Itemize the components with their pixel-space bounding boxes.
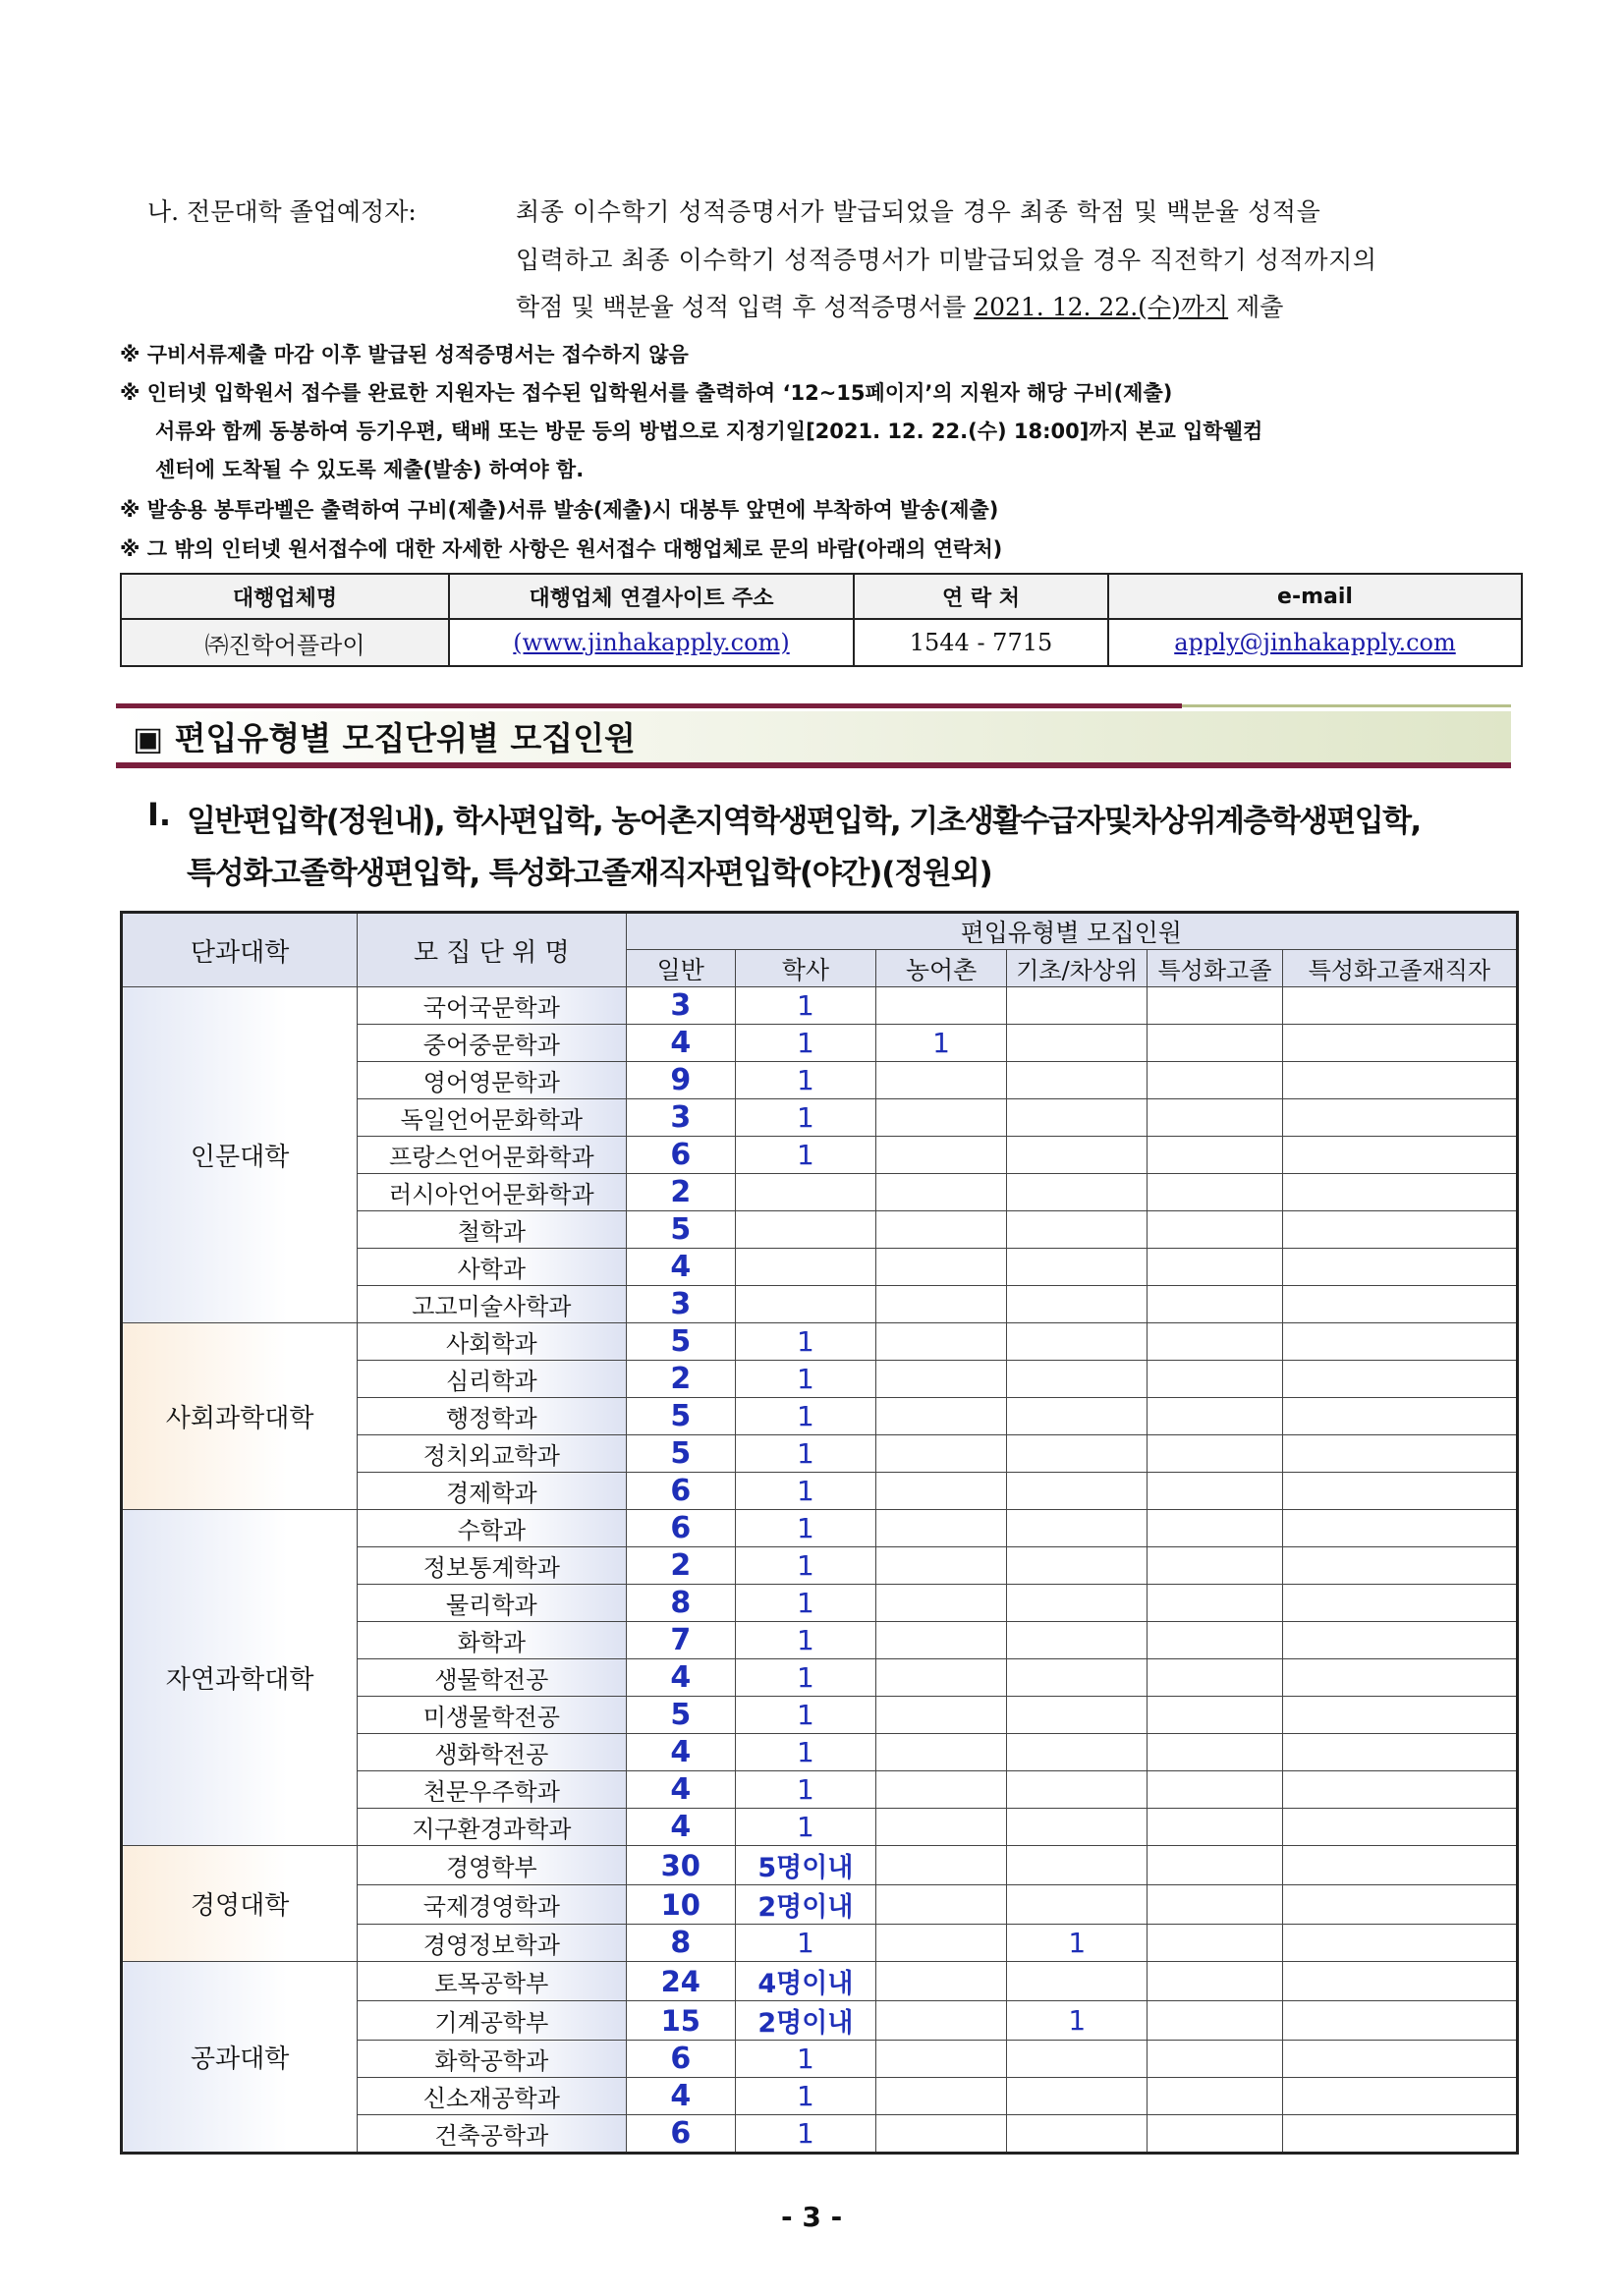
quota-vocational xyxy=(1148,1137,1283,1174)
quota-rural xyxy=(875,987,1007,1025)
header-type-general: 일반 xyxy=(626,950,736,987)
quota-vocational-employed xyxy=(1282,1361,1517,1398)
quota-general: 5 xyxy=(626,1211,736,1249)
quota-general: 3 xyxy=(626,987,736,1025)
note-1: ※ 구비서류제출 마감 이후 발급된 성적증명서는 접수하지 않음 xyxy=(120,343,689,366)
quota-bachelor xyxy=(736,1174,876,1211)
dept-name: 행정학과 xyxy=(358,1398,626,1435)
quota-bachelor: 1 xyxy=(736,1361,876,1398)
quota-general: 5 xyxy=(626,1435,736,1473)
quota-rural xyxy=(875,1473,1007,1510)
quota-vocational xyxy=(1148,1435,1283,1473)
quota-low-income xyxy=(1007,1885,1148,1925)
header-type-rural: 농어촌 xyxy=(875,950,1007,987)
quota-general: 5 xyxy=(626,1323,736,1361)
dept-name: 물리학과 xyxy=(358,1585,626,1622)
quota-bachelor: 1 xyxy=(736,1099,876,1137)
quota-vocational-employed xyxy=(1282,1473,1517,1510)
quota-vocational-employed xyxy=(1282,2078,1517,2115)
quota-general: 3 xyxy=(626,1286,736,1323)
quota-bachelor: 1 xyxy=(736,1547,876,1585)
header-college: 단과대학 xyxy=(122,913,358,987)
quota-vocational-employed xyxy=(1282,1547,1517,1585)
dept-name: 국제경영학과 xyxy=(358,1885,626,1925)
quota-vocational xyxy=(1148,1025,1283,1062)
quota-vocational-employed xyxy=(1282,2041,1517,2078)
quota-bachelor: 2명이내 xyxy=(736,1885,876,1925)
table-row xyxy=(122,1510,1518,1547)
quota-vocational xyxy=(1148,1885,1283,1925)
quota-rural xyxy=(875,1771,1007,1809)
quota-vocational-employed xyxy=(1282,1435,1517,1473)
quota-general: 3 xyxy=(626,1099,736,1137)
quota-bachelor: 1 xyxy=(736,1622,876,1659)
quota-bachelor: 1 xyxy=(736,1435,876,1473)
quota-low-income xyxy=(1007,2041,1148,2078)
dept-name: 천문우주학과 xyxy=(358,1771,626,1809)
quota-low-income xyxy=(1007,1734,1148,1771)
contact-site-link[interactable]: (www.jinhakapply.com) xyxy=(513,629,790,656)
quota-general: 8 xyxy=(626,1925,736,1962)
quota-vocational xyxy=(1148,1286,1283,1323)
quota-low-income xyxy=(1007,1361,1148,1398)
quota-bachelor xyxy=(736,1249,876,1286)
quota-vocational xyxy=(1148,2041,1283,2078)
quota-general: 4 xyxy=(626,1025,736,1062)
heading-line-1: 일반편입학(정원내), 학사편입학, 농어촌지역학생편입학, 기초생활수급자및차상위계층학생편입학, xyxy=(187,804,1421,839)
dept-name: 신소재공학과 xyxy=(358,2078,626,2115)
quota-low-income xyxy=(1007,987,1148,1025)
quota-bachelor: 1 xyxy=(736,1809,876,1846)
quota-rural xyxy=(875,1286,1007,1323)
quota-rural xyxy=(875,1361,1007,1398)
quota-low-income xyxy=(1007,1473,1148,1510)
quota-vocational xyxy=(1148,1398,1283,1435)
quota-vocational xyxy=(1148,1249,1283,1286)
quota-bachelor xyxy=(736,1211,876,1249)
quota-vocational xyxy=(1148,1846,1283,1885)
quota-rural xyxy=(875,1435,1007,1473)
admission-quota-table xyxy=(120,911,1519,2155)
quota-vocational-employed xyxy=(1282,1174,1517,1211)
quota-vocational xyxy=(1148,1211,1283,1249)
college-name: 인문대학 xyxy=(122,987,358,1323)
graduation-line-1: 최종 이수학기 성적증명서가 발급되었을 경우 최종 학점 및 백분율 성적을 xyxy=(516,197,1321,226)
dept-name: 지구환경과학과 xyxy=(358,1809,626,1846)
heading-number: Ⅰ. xyxy=(147,796,172,833)
quota-vocational xyxy=(1148,1547,1283,1585)
header-dept: 모 집 단 위 명 xyxy=(358,913,626,987)
quota-vocational xyxy=(1148,1809,1283,1846)
quota-rural xyxy=(875,1398,1007,1435)
dept-name: 영어영문학과 xyxy=(358,1062,626,1099)
quota-rural xyxy=(875,1062,1007,1099)
quota-vocational-employed xyxy=(1282,1286,1517,1323)
quota-general: 6 xyxy=(626,1510,736,1547)
table-header-row-1 xyxy=(122,913,1518,950)
dept-name: 경제학과 xyxy=(358,1473,626,1510)
note-2-cont-1: 서류와 함께 동봉하여 등기우편, 택배 또는 방문 등의 방법으로 지정기일[2021. 12. 22.(수) 18:00]까지 본교 입학웰컴 xyxy=(155,420,1263,443)
table-row xyxy=(122,1846,1518,1885)
dept-name: 경영학부 xyxy=(358,1846,626,1885)
contact-header-phone: 연 락 처 xyxy=(854,574,1108,619)
quota-vocational xyxy=(1148,1510,1283,1547)
quota-bachelor: 1 xyxy=(736,987,876,1025)
quota-rural xyxy=(875,1885,1007,1925)
quota-bachelor: 5명이내 xyxy=(736,1846,876,1885)
quota-vocational-employed xyxy=(1282,1734,1517,1771)
quota-rural xyxy=(875,1659,1007,1697)
quota-bachelor: 1 xyxy=(736,1925,876,1962)
page-number: - 3 - xyxy=(781,2201,843,2233)
section-bar-bottom-line xyxy=(116,762,1511,768)
quota-rural xyxy=(875,1174,1007,1211)
quota-low-income xyxy=(1007,1510,1148,1547)
dept-name: 독일언어문화학과 xyxy=(358,1099,626,1137)
quota-vocational-employed xyxy=(1282,1622,1517,1659)
section-bar-top-line xyxy=(116,703,1182,708)
quota-rural xyxy=(875,2078,1007,2115)
table-row xyxy=(122,987,1518,1025)
quota-low-income xyxy=(1007,2078,1148,2115)
quota-general: 4 xyxy=(626,1249,736,1286)
quota-vocational-employed xyxy=(1282,987,1517,1025)
quota-general: 2 xyxy=(626,1361,736,1398)
quota-general: 5 xyxy=(626,1398,736,1435)
dept-name: 철학과 xyxy=(358,1211,626,1249)
college-name: 공과대학 xyxy=(122,1962,358,2154)
quota-rural xyxy=(875,1137,1007,1174)
quota-vocational xyxy=(1148,1697,1283,1734)
quota-low-income xyxy=(1007,1659,1148,1697)
quota-rural xyxy=(875,1925,1007,1962)
quota-vocational xyxy=(1148,1174,1283,1211)
quota-low-income xyxy=(1007,1585,1148,1622)
quota-low-income xyxy=(1007,1286,1148,1323)
quota-vocational-employed xyxy=(1282,1025,1517,1062)
dept-name: 기계공학부 xyxy=(358,2001,626,2041)
quota-bachelor: 1 xyxy=(736,1398,876,1435)
quota-low-income xyxy=(1007,1174,1148,1211)
quota-bachelor: 4명이내 xyxy=(736,1962,876,2001)
quota-general: 15 xyxy=(626,2001,736,2041)
dept-name: 수학과 xyxy=(358,1510,626,1547)
quota-vocational-employed xyxy=(1282,1510,1517,1547)
quota-rural xyxy=(875,1099,1007,1137)
dept-name: 사회학과 xyxy=(358,1323,626,1361)
quota-vocational-employed xyxy=(1282,1249,1517,1286)
section-title: ▣ 편입유형별 모집단위별 모집인원 xyxy=(133,719,636,757)
dept-name: 경영정보학과 xyxy=(358,1925,626,1962)
dept-name: 화학공학과 xyxy=(358,2041,626,2078)
quota-general: 4 xyxy=(626,2078,736,2115)
quota-low-income xyxy=(1007,1697,1148,1734)
quota-bachelor: 1 xyxy=(736,1473,876,1510)
dept-name: 프랑스언어문화학과 xyxy=(358,1137,626,1174)
quota-bachelor: 1 xyxy=(736,1585,876,1622)
quota-low-income xyxy=(1007,1137,1148,1174)
note-2: ※ 인터넷 입학원서 접수를 완료한 지원자는 접수된 입학원서를 출력하여 ‘12~15페이지’의 지원자 해당 구비(제출) xyxy=(120,381,1173,405)
quota-vocational xyxy=(1148,1925,1283,1962)
quota-general: 6 xyxy=(626,1137,736,1174)
quota-bachelor: 1 xyxy=(736,1771,876,1809)
quota-bachelor: 1 xyxy=(736,1025,876,1062)
dept-name: 러시아언어문화학과 xyxy=(358,1174,626,1211)
contact-header-company: 대행업체명 xyxy=(121,574,449,619)
header-quota-group: 편입유형별 모집인원 xyxy=(626,913,1517,950)
quota-vocational-employed xyxy=(1282,1323,1517,1361)
dept-name: 미생물학전공 xyxy=(358,1697,626,1734)
quota-rural xyxy=(875,1510,1007,1547)
quota-bachelor: 1 xyxy=(736,1062,876,1099)
heading-line-2: 특성화고졸학생편입학, 특성화고졸재직자편입학(야간)(정원외) xyxy=(187,856,992,891)
quota-vocational xyxy=(1148,1734,1283,1771)
quota-bachelor: 1 xyxy=(736,2115,876,2154)
submission-deadline: 2021. 12. 22.(수)까지 xyxy=(974,293,1229,321)
note-3: ※ 발송용 봉투라벨은 출력하여 구비(제출)서류 발송(제출)시 대봉투 앞면에 부착하여 발송(제출) xyxy=(120,498,999,522)
quota-vocational-employed xyxy=(1282,1585,1517,1622)
quota-low-income xyxy=(1007,1249,1148,1286)
table-body xyxy=(122,987,1518,2154)
quota-low-income xyxy=(1007,1323,1148,1361)
quota-general: 30 xyxy=(626,1846,736,1885)
quota-vocational xyxy=(1148,1361,1283,1398)
dept-name: 국어국문학과 xyxy=(358,987,626,1025)
college-name: 자연과학대학 xyxy=(122,1510,358,1846)
quota-vocational xyxy=(1148,2001,1283,2041)
quota-rural xyxy=(875,1846,1007,1885)
quota-low-income xyxy=(1007,1622,1148,1659)
quota-low-income xyxy=(1007,1062,1148,1099)
table-row xyxy=(122,1962,1518,2001)
graduation-line-3-post: 제출 xyxy=(1236,293,1284,321)
quota-general: 6 xyxy=(626,2041,736,2078)
quota-vocational-employed xyxy=(1282,1925,1517,1962)
quota-rural xyxy=(875,1323,1007,1361)
quota-general: 5 xyxy=(626,1697,736,1734)
graduation-line-2: 입력하고 최종 이수학기 성적증명서가 미발급되었을 경우 직전학기 성적까지의 xyxy=(516,246,1377,274)
section-bar-top-line-accent xyxy=(1182,704,1511,707)
quota-bachelor: 1 xyxy=(736,2041,876,2078)
quota-rural xyxy=(875,2001,1007,2041)
quota-vocational xyxy=(1148,1622,1283,1659)
contact-email-link[interactable]: apply@jinhakapply.com xyxy=(1174,629,1456,656)
quota-low-income: 1 xyxy=(1007,2001,1148,2041)
quota-vocational-employed xyxy=(1282,1398,1517,1435)
quota-rural xyxy=(875,1211,1007,1249)
quota-vocational-employed xyxy=(1282,1771,1517,1809)
quota-rural xyxy=(875,1734,1007,1771)
quota-general: 4 xyxy=(626,1659,736,1697)
quota-low-income xyxy=(1007,1547,1148,1585)
quota-low-income xyxy=(1007,1846,1148,1885)
contact-header-site: 대행업체 연결사이트 주소 xyxy=(449,574,854,619)
graduation-label: 나. 전문대학 졸업예정자: xyxy=(147,197,417,226)
quota-vocational xyxy=(1148,1099,1283,1137)
dept-name: 사학과 xyxy=(358,1249,626,1286)
quota-low-income xyxy=(1007,1099,1148,1137)
quota-vocational-employed xyxy=(1282,1846,1517,1885)
header-type-vocational: 특성화고졸 xyxy=(1148,950,1283,987)
quota-rural xyxy=(875,1585,1007,1622)
quota-vocational xyxy=(1148,1962,1283,2001)
quota-rural: 1 xyxy=(875,1025,1007,1062)
college-name: 사회과학대학 xyxy=(122,1323,358,1510)
dept-name: 생물학전공 xyxy=(358,1659,626,1697)
quota-rural xyxy=(875,1249,1007,1286)
quota-bachelor: 1 xyxy=(736,2078,876,2115)
quota-vocational-employed xyxy=(1282,1885,1517,1925)
quota-vocational-employed xyxy=(1282,1211,1517,1249)
quota-low-income: 1 xyxy=(1007,1925,1148,1962)
college-name: 경영대학 xyxy=(122,1846,358,1962)
dept-name: 고고미술사학과 xyxy=(358,1286,626,1323)
header-type-bachelor: 학사 xyxy=(736,950,876,987)
quota-vocational-employed xyxy=(1282,1099,1517,1137)
quota-vocational-employed xyxy=(1282,1809,1517,1846)
quota-bachelor: 1 xyxy=(736,1734,876,1771)
quota-rural xyxy=(875,1622,1007,1659)
contact-header-email: e-mail xyxy=(1108,574,1522,619)
quota-vocational-employed xyxy=(1282,1659,1517,1697)
contact-email[interactable] xyxy=(1108,619,1522,666)
quota-low-income xyxy=(1007,1398,1148,1435)
contact-row xyxy=(121,619,1522,666)
quota-vocational-employed xyxy=(1282,1062,1517,1099)
dept-name: 건축공학과 xyxy=(358,2115,626,2154)
dept-name: 생화학전공 xyxy=(358,1734,626,1771)
quota-bachelor: 2명이내 xyxy=(736,2001,876,2041)
note-4: ※ 그 밖의 인터넷 원서접수에 대한 자세한 사항은 원서접수 대행업체로 문의 바람(아래의 연락처) xyxy=(120,537,1003,561)
quota-rural xyxy=(875,1547,1007,1585)
quota-rural xyxy=(875,2041,1007,2078)
quota-general: 24 xyxy=(626,1962,736,2001)
graduation-line-3 xyxy=(516,288,1283,323)
note-2-cont-2: 센터에 도착될 수 있도록 제출(발송) 하여야 함. xyxy=(155,458,585,481)
contact-table xyxy=(120,573,1523,667)
quota-vocational xyxy=(1148,1659,1283,1697)
quota-vocational xyxy=(1148,2078,1283,2115)
quota-low-income xyxy=(1007,1962,1148,2001)
quota-vocational xyxy=(1148,1323,1283,1361)
quota-vocational-employed xyxy=(1282,2115,1517,2154)
quota-low-income xyxy=(1007,1025,1148,1062)
quota-vocational xyxy=(1148,1062,1283,1099)
quota-general: 4 xyxy=(626,1809,736,1846)
contact-phone: 1544 - 7715 xyxy=(854,619,1108,666)
quota-vocational-employed xyxy=(1282,1962,1517,2001)
quota-vocational xyxy=(1148,1473,1283,1510)
quota-rural xyxy=(875,1809,1007,1846)
quota-general: 6 xyxy=(626,2115,736,2154)
contact-header-row xyxy=(121,574,1522,619)
quota-vocational-employed xyxy=(1282,1137,1517,1174)
quota-bachelor xyxy=(736,1286,876,1323)
quota-bachelor: 1 xyxy=(736,1323,876,1361)
quota-general: 4 xyxy=(626,1734,736,1771)
quota-rural xyxy=(875,2115,1007,2154)
quota-vocational xyxy=(1148,2115,1283,2154)
quota-general: 6 xyxy=(626,1473,736,1510)
graduation-line-3-pre: 학점 및 백분율 성적 입력 후 성적증명서를 xyxy=(516,293,967,321)
contact-company: ㈜진학어플라이 xyxy=(121,619,449,666)
table-row xyxy=(122,1323,1518,1361)
quota-vocational xyxy=(1148,987,1283,1025)
dept-name: 심리학과 xyxy=(358,1361,626,1398)
dept-name: 정치외교학과 xyxy=(358,1435,626,1473)
quota-general: 7 xyxy=(626,1622,736,1659)
quota-general: 2 xyxy=(626,1174,736,1211)
header-type-low-income: 기초/차상위 xyxy=(1007,950,1148,987)
quota-bachelor: 1 xyxy=(736,1697,876,1734)
quota-low-income xyxy=(1007,2115,1148,2154)
quota-vocational xyxy=(1148,1585,1283,1622)
quota-general: 2 xyxy=(626,1547,736,1585)
quota-general: 10 xyxy=(626,1885,736,1925)
quota-low-income xyxy=(1007,1809,1148,1846)
header-type-vocational-employed: 특성화고졸재직자 xyxy=(1282,950,1517,987)
contact-site[interactable] xyxy=(449,619,854,666)
dept-name: 중어중문학과 xyxy=(358,1025,626,1062)
dept-name: 토목공학부 xyxy=(358,1962,626,2001)
quota-low-income xyxy=(1007,1771,1148,1809)
quota-bachelor: 1 xyxy=(736,1137,876,1174)
quota-general: 9 xyxy=(626,1062,736,1099)
quota-rural xyxy=(875,1962,1007,2001)
quota-bachelor: 1 xyxy=(736,1510,876,1547)
quota-low-income xyxy=(1007,1435,1148,1473)
quota-general: 8 xyxy=(626,1585,736,1622)
quota-general: 4 xyxy=(626,1771,736,1809)
quota-vocational-employed xyxy=(1282,2001,1517,2041)
quota-vocational xyxy=(1148,1771,1283,1809)
quota-low-income xyxy=(1007,1211,1148,1249)
dept-name: 화학과 xyxy=(358,1622,626,1659)
quota-vocational-employed xyxy=(1282,1697,1517,1734)
dept-name: 정보통계학과 xyxy=(358,1547,626,1585)
quota-bachelor: 1 xyxy=(736,1659,876,1697)
quota-rural xyxy=(875,1697,1007,1734)
